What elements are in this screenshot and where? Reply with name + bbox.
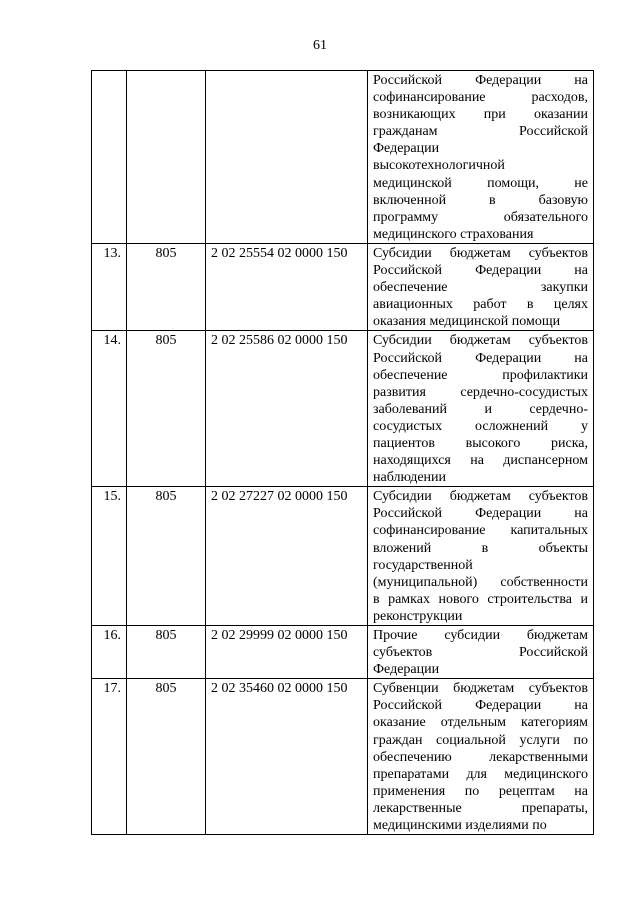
table-row [92, 679, 594, 835]
revenue-name-line: наблюдении [373, 470, 447, 486]
revenue-name-line: Федерации [373, 662, 440, 678]
budget-classification-code-cell [206, 71, 368, 244]
revenue-name-line: оказания медицинской помощи [373, 314, 561, 330]
table-row [92, 243, 594, 330]
revenue-name-line: применения по рецептам на [373, 783, 588, 799]
revenue-name-line: обеспечению лекарственными [373, 749, 588, 765]
page-number: 61 [313, 38, 327, 53]
revenue-name-cell [368, 331, 594, 487]
revenue-name-line: развития сердечно-сосудистых [373, 384, 588, 400]
administrator-code-cell [127, 71, 206, 244]
revenue-name-line: Субсидии бюджетам субъектов [373, 245, 588, 261]
table-row [92, 626, 594, 679]
budget-classification-code-cell: 2 02 25586 02 0000 150 [206, 331, 368, 487]
table-row [92, 487, 594, 626]
revenue-name-line: лекарственные препараты, [373, 800, 588, 816]
revenue-name-line: в рамках нового строительства и [373, 591, 588, 607]
row-number-cell: 17. [92, 679, 127, 835]
budget-classification-code-cell: 2 02 25554 02 0000 150 [206, 243, 368, 330]
revenue-name-line: включенной в базовую [373, 192, 588, 208]
revenue-name-line: оказание отдельным категориям [373, 715, 588, 731]
revenue-codes-table [91, 70, 594, 835]
revenue-name-line: пациентов высокого риска, [373, 435, 588, 451]
budget-classification-code-cell: 2 02 29999 02 0000 150 [206, 626, 368, 679]
revenue-name-line: Субсидии бюджетам субъектов [373, 489, 588, 505]
revenue-name-line: Субсидии бюджетам субъектов [373, 333, 588, 349]
revenue-name-line: обеспечение закупки [373, 280, 588, 296]
row-number-cell: 14. [92, 331, 127, 487]
revenue-name-line: медицинскими изделиями по [373, 818, 547, 834]
revenue-name-line: медицинской помощи, не [373, 175, 588, 191]
revenue-name-line: Прочие субсидии бюджетам [373, 628, 588, 643]
administrator-code-cell: 805 [127, 626, 206, 679]
revenue-name-line: (муниципальной) собственности [373, 574, 588, 590]
revenue-name-line: заболеваний и сердечно- [373, 401, 588, 417]
revenue-name-line: Российской Федерации на [373, 698, 588, 714]
row-number-cell: 15. [92, 487, 127, 626]
revenue-name-line: авиационных работ в целях [373, 297, 588, 313]
revenue-name-line: Российской Федерации на [373, 506, 588, 522]
revenue-name-line: препаратами для медицинского [373, 766, 588, 782]
revenue-name-line: высокотехнологичной [373, 158, 505, 174]
revenue-name-line: реконструкции [373, 608, 463, 624]
revenue-name-cell [368, 71, 594, 244]
row-number-cell [92, 71, 127, 244]
revenue-name-line: Российской Федерации на [373, 263, 588, 279]
revenue-name-line: граждан социальной услуги по [373, 732, 588, 748]
administrator-code-cell: 805 [127, 679, 206, 835]
administrator-code-cell: 805 [127, 487, 206, 626]
revenue-name-cell [368, 626, 594, 679]
revenue-name-line: гражданам Российской [373, 124, 588, 140]
revenue-name-line: государственной [373, 557, 473, 573]
revenue-name-line: находящихся на диспансерном [373, 453, 588, 469]
budget-classification-code-cell: 2 02 27227 02 0000 150 [206, 487, 368, 626]
table-row [92, 71, 594, 244]
revenue-name-cell [368, 243, 594, 330]
row-number-cell: 16. [92, 626, 127, 679]
revenue-name-line: Российской Федерации на [373, 73, 588, 88]
revenue-name-cell [368, 679, 594, 835]
revenue-name-line: обеспечение профилактики [373, 367, 588, 383]
revenue-name-line: софинансирование расходов, [373, 90, 588, 106]
revenue-name-line: медицинского страхования [373, 226, 534, 242]
table-row [92, 331, 594, 487]
revenue-name-line: возникающих при оказании [373, 107, 588, 123]
revenue-name-line: Российской Федерации на [373, 350, 588, 366]
administrator-code-cell: 805 [127, 331, 206, 487]
row-number-cell: 13. [92, 243, 127, 330]
revenue-name-line: Субвенции бюджетам субъектов [373, 681, 588, 697]
revenue-name-line: вложений в объекты [373, 540, 588, 556]
revenue-name-line: Федерации [373, 141, 440, 157]
revenue-name-line: программу обязательного [373, 209, 588, 225]
revenue-name-cell [368, 487, 594, 626]
budget-classification-code-cell: 2 02 35460 02 0000 150 [206, 679, 368, 835]
table-body [92, 71, 594, 835]
revenue-name-line: субъектов Российской [373, 645, 588, 661]
revenue-name-line: сосудистых осложнений у [373, 418, 588, 434]
administrator-code-cell: 805 [127, 243, 206, 330]
revenue-name-line: софинансирование капитальных [373, 523, 588, 539]
